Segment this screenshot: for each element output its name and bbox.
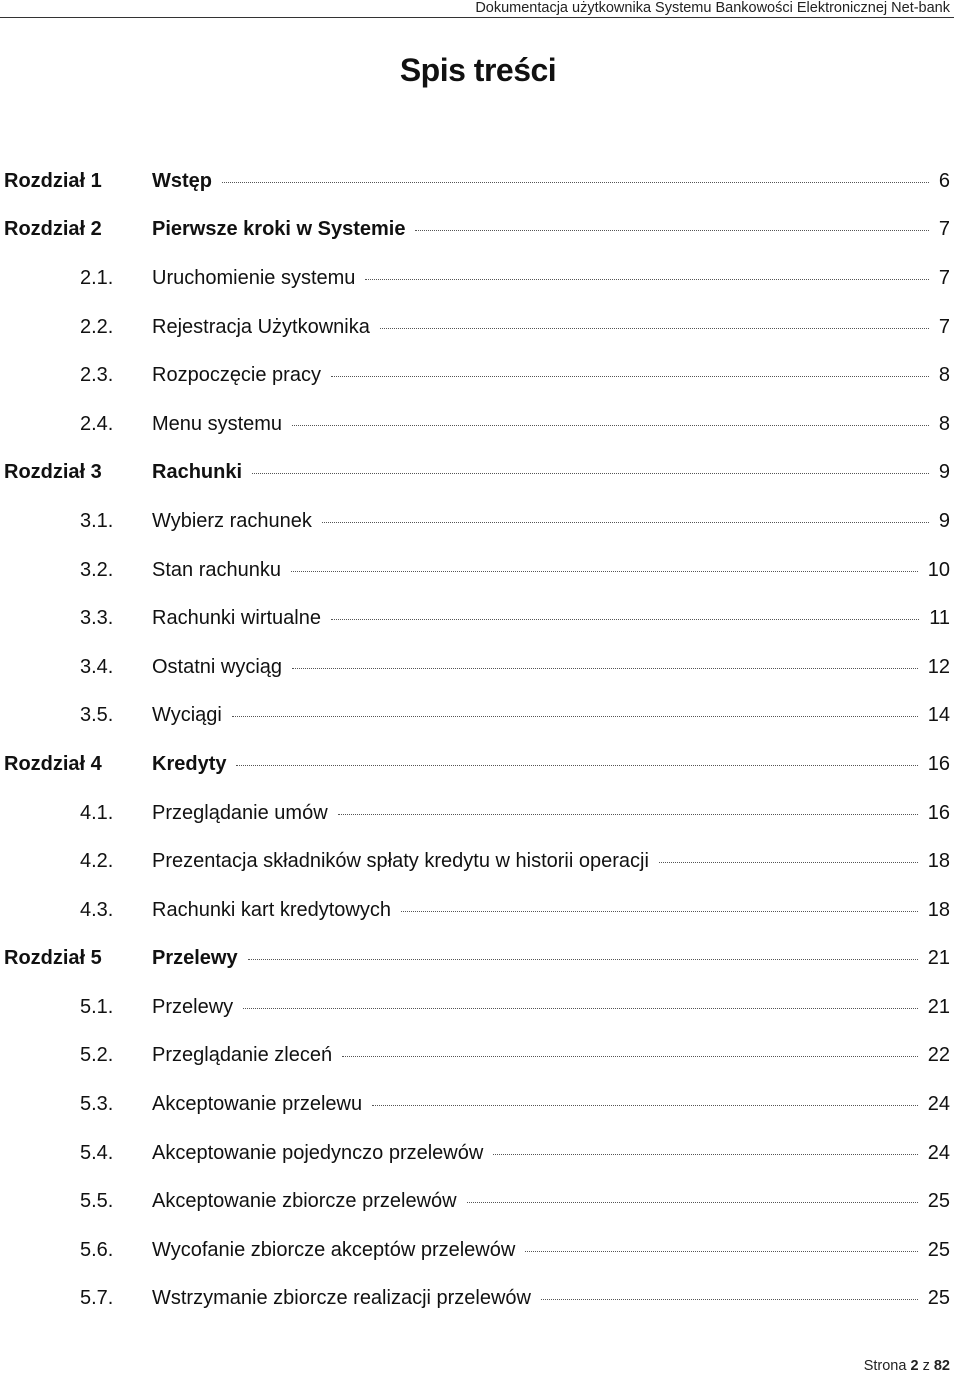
toc-entry-number: 5.7.: [80, 1287, 114, 1310]
toc-dot-leader: [248, 958, 918, 960]
toc-entry-section[interactable]: [0, 1080, 960, 1129]
toc-dot-leader: [236, 764, 917, 766]
toc-entry-page-number[interactable]: 14: [927, 704, 950, 727]
toc-entry-section[interactable]: [0, 303, 960, 352]
toc-entry-line: [152, 559, 950, 582]
toc-entry-number: Rozdział 5: [4, 947, 102, 970]
toc-dot-leader: [243, 1007, 918, 1009]
toc-entry-section[interactable]: [0, 546, 960, 595]
toc-entry-line: [152, 607, 950, 630]
toc-entry-title[interactable]: Wybierz rachunek: [152, 509, 312, 532]
toc-dot-leader: [365, 278, 928, 280]
toc-entry-page-number[interactable]: 24: [927, 1141, 950, 1164]
toc-entry-page-number[interactable]: 18: [927, 898, 950, 921]
toc-entry-number: 2.4.: [80, 412, 114, 435]
toc-entry-number: 2.2.: [80, 315, 114, 338]
toc-entry-number: 2.3.: [80, 364, 114, 387]
toc-entry-section[interactable]: [0, 1275, 960, 1324]
toc-entry-line: [152, 1190, 950, 1213]
toc-entry-line: [152, 996, 950, 1019]
toc-entry-chapter[interactable]: [0, 740, 960, 789]
toc-entry-title[interactable]: Uruchomienie systemu: [152, 266, 356, 289]
toc-entry-line: [152, 1287, 950, 1310]
toc-entry-title[interactable]: Wycofanie zbiorcze akceptów przelewów: [152, 1238, 516, 1261]
toc-entry-title[interactable]: Kredyty: [152, 752, 227, 775]
toc-entry-number: 5.1.: [80, 995, 114, 1018]
toc-entry-title[interactable]: Akceptowanie zbiorcze przelewów: [152, 1190, 457, 1213]
toc-entry-number: 4.3.: [80, 898, 114, 921]
toc-entry-line: [152, 218, 950, 241]
toc-entry-page-number[interactable]: 9: [938, 509, 950, 532]
header-rule: [0, 17, 954, 18]
toc-entry-page-number[interactable]: 25: [927, 1190, 950, 1213]
toc-entry-number: 5.2.: [80, 1044, 114, 1067]
toc-entry-section[interactable]: [0, 886, 960, 935]
toc-dot-leader: [292, 424, 929, 426]
footer-label: Strona: [863, 1358, 907, 1374]
toc-entry-title[interactable]: Wyciągi: [152, 704, 222, 727]
toc-entry-title[interactable]: Rachunki wirtualne: [152, 607, 321, 630]
toc-dot-leader: [415, 229, 928, 231]
toc-dot-leader: [493, 1153, 917, 1155]
toc-entry-line: [152, 1093, 950, 1116]
toc-entry-page-number[interactable]: 25: [927, 1287, 950, 1310]
toc-entry-page-number[interactable]: 18: [927, 850, 950, 873]
toc-entry-number: 4.2.: [80, 850, 114, 873]
toc-entry-number: 5.6.: [80, 1238, 114, 1261]
toc-entry-number: 4.1.: [80, 801, 114, 824]
toc-dot-leader: [331, 618, 919, 620]
toc-entry-number: 3.2.: [80, 558, 114, 581]
toc-dot-leader: [342, 1055, 918, 1057]
toc-dot-leader: [232, 715, 918, 717]
toc-entry-line: [152, 850, 950, 873]
toc-entry-line: [152, 316, 950, 339]
toc-entry-section[interactable]: [0, 1226, 960, 1275]
toc-entry-line: [152, 947, 950, 970]
toc-dot-leader: [338, 813, 918, 815]
toc-entry-page-number[interactable]: 22: [927, 1044, 950, 1067]
toc-entry-page-number[interactable]: 7: [938, 266, 950, 289]
toc-entry-section[interactable]: [0, 1032, 960, 1081]
toc-entry-number: Rozdział 1: [4, 169, 102, 192]
toc-entry-title[interactable]: Akceptowanie pojedynczo przelewów: [152, 1141, 484, 1164]
toc-entry-line: [152, 170, 950, 193]
toc-entry-page-number[interactable]: 12: [927, 655, 950, 678]
toc-entry-page-number[interactable]: 11: [929, 607, 950, 630]
footer-current-page: 2: [910, 1358, 919, 1374]
toc-entry-title[interactable]: Prezentacja składników spłaty kredytu w historii operacji: [152, 850, 649, 873]
toc-entry-section[interactable]: [0, 254, 960, 303]
toc-dot-leader: [331, 375, 929, 377]
toc-entry-number: Rozdział 2: [4, 218, 102, 241]
toc-entry-number: 3.5.: [80, 704, 114, 727]
toc-entry-number: 3.4.: [80, 655, 114, 678]
toc-dot-leader: [291, 570, 918, 572]
toc-entry-number: 3.3.: [80, 607, 114, 630]
toc-entry-section[interactable]: [0, 351, 960, 400]
toc-entry-section[interactable]: [0, 400, 960, 449]
page-header: [475, 0, 950, 22]
toc-entry-line: [152, 510, 950, 533]
table-of-contents: [0, 157, 960, 1323]
toc-entry-title[interactable]: Przeglądanie zleceń: [152, 1044, 333, 1067]
toc-entry-title[interactable]: Wstęp: [152, 169, 212, 192]
toc-entry-page-number[interactable]: 16: [927, 752, 950, 775]
toc-dot-leader: [401, 910, 918, 912]
toc-entry-line: [152, 267, 950, 290]
toc-entry-title[interactable]: Przeglądanie umów: [152, 801, 328, 824]
toc-dot-leader: [372, 1104, 918, 1106]
toc-dot-leader: [252, 472, 929, 474]
toc-entry-page-number[interactable]: 9: [938, 461, 950, 484]
toc-entry-title[interactable]: Rachunki: [152, 461, 243, 484]
toc-entry-title[interactable]: Rejestracja Użytkownika: [152, 315, 370, 338]
toc-entry-title[interactable]: Ostatni wyciąg: [152, 655, 283, 678]
toc-entry-title[interactable]: Przelewy: [152, 995, 234, 1018]
toc-entry-title[interactable]: Menu systemu: [152, 412, 283, 435]
toc-entry-line: [152, 899, 950, 922]
toc-entry-section[interactable]: [0, 983, 960, 1032]
toc-entry-title[interactable]: Akceptowanie przelewu: [152, 1093, 363, 1116]
toc-entry-title[interactable]: Rozpoczęcie pracy: [152, 364, 321, 387]
toc-entry-page-number[interactable]: 8: [938, 364, 950, 387]
toc-entry-page-number[interactable]: 7: [938, 218, 950, 241]
toc-entry-chapter[interactable]: [0, 157, 960, 206]
footer-total-pages: 82: [933, 1358, 950, 1374]
footer-separator: z: [922, 1358, 930, 1374]
toc-entry-line: [152, 753, 950, 776]
toc-entry-section[interactable]: [0, 789, 960, 838]
toc-entry-page-number[interactable]: 6: [938, 169, 950, 192]
toc-entry-page-number[interactable]: 24: [927, 1093, 950, 1116]
toc-entry-page-number[interactable]: 21: [927, 947, 950, 970]
toc-title: Spis treści: [399, 52, 557, 88]
page-footer: [864, 1356, 950, 1376]
toc-entry-chapter[interactable]: [0, 206, 960, 255]
toc-entry-line: [152, 704, 950, 727]
toc-entry-page-number[interactable]: 16: [927, 801, 950, 824]
toc-dot-leader: [541, 1298, 918, 1300]
toc-entry-section[interactable]: [0, 1129, 960, 1178]
toc-entry-title[interactable]: Rachunki kart kredytowych: [152, 898, 391, 921]
toc-entry-line: [152, 1142, 950, 1165]
toc-entry-title[interactable]: Przelewy: [152, 947, 238, 970]
toc-entry-number: Rozdział 3: [4, 461, 102, 484]
toc-entry-chapter[interactable]: [0, 449, 960, 498]
toc-dot-leader: [380, 327, 929, 329]
toc-entry-number: 2.1.: [80, 266, 114, 289]
header-text: Dokumentacja użytkownika Systemu Bankowości Elektronicznej Net-bank: [475, 0, 950, 16]
toc-entry-section[interactable]: [0, 497, 960, 546]
toc-entry-line: [152, 656, 950, 679]
toc-entry-line: [152, 364, 950, 387]
toc-entry-section[interactable]: [0, 692, 960, 741]
toc-entry-section[interactable]: [0, 837, 960, 886]
toc-entry-number: 5.5.: [80, 1190, 114, 1213]
toc-dot-leader: [322, 521, 929, 523]
toc-entry-section[interactable]: [0, 643, 960, 692]
toc-entry-page-number[interactable]: 10: [927, 558, 950, 581]
toc-dot-leader: [525, 1250, 917, 1252]
toc-entry-page-number[interactable]: 8: [938, 412, 950, 435]
toc-dot-leader: [659, 861, 918, 863]
toc-entry-number: 5.4.: [80, 1141, 114, 1164]
toc-entry-line: [152, 413, 950, 436]
toc-entry-title[interactable]: Pierwsze kroki w Systemie: [152, 218, 406, 241]
toc-entry-line: [152, 1044, 950, 1067]
toc-entry-title[interactable]: Stan rachunku: [152, 558, 281, 581]
toc-entry-page-number[interactable]: 7: [938, 315, 950, 338]
toc-entry-section[interactable]: [0, 594, 960, 643]
toc-entry-number: Rozdział 4: [4, 752, 102, 775]
toc-dot-leader: [222, 181, 929, 183]
toc-entry-chapter[interactable]: [0, 935, 960, 984]
toc-entry-page-number[interactable]: 25: [927, 1238, 950, 1261]
toc-entry-line: [152, 461, 950, 484]
toc-entry-number: 3.1.: [80, 509, 114, 532]
toc-entry-line: [152, 802, 950, 825]
toc-entry-section[interactable]: [0, 1177, 960, 1226]
toc-entry-title[interactable]: Wstrzymanie zbiorcze realizacji przelewów: [152, 1287, 531, 1310]
toc-entry-number: 5.3.: [80, 1093, 114, 1116]
toc-dot-leader: [467, 1201, 918, 1203]
toc-entry-page-number[interactable]: 21: [927, 995, 950, 1018]
toc-entry-line: [152, 1239, 950, 1262]
toc-dot-leader: [292, 667, 918, 669]
